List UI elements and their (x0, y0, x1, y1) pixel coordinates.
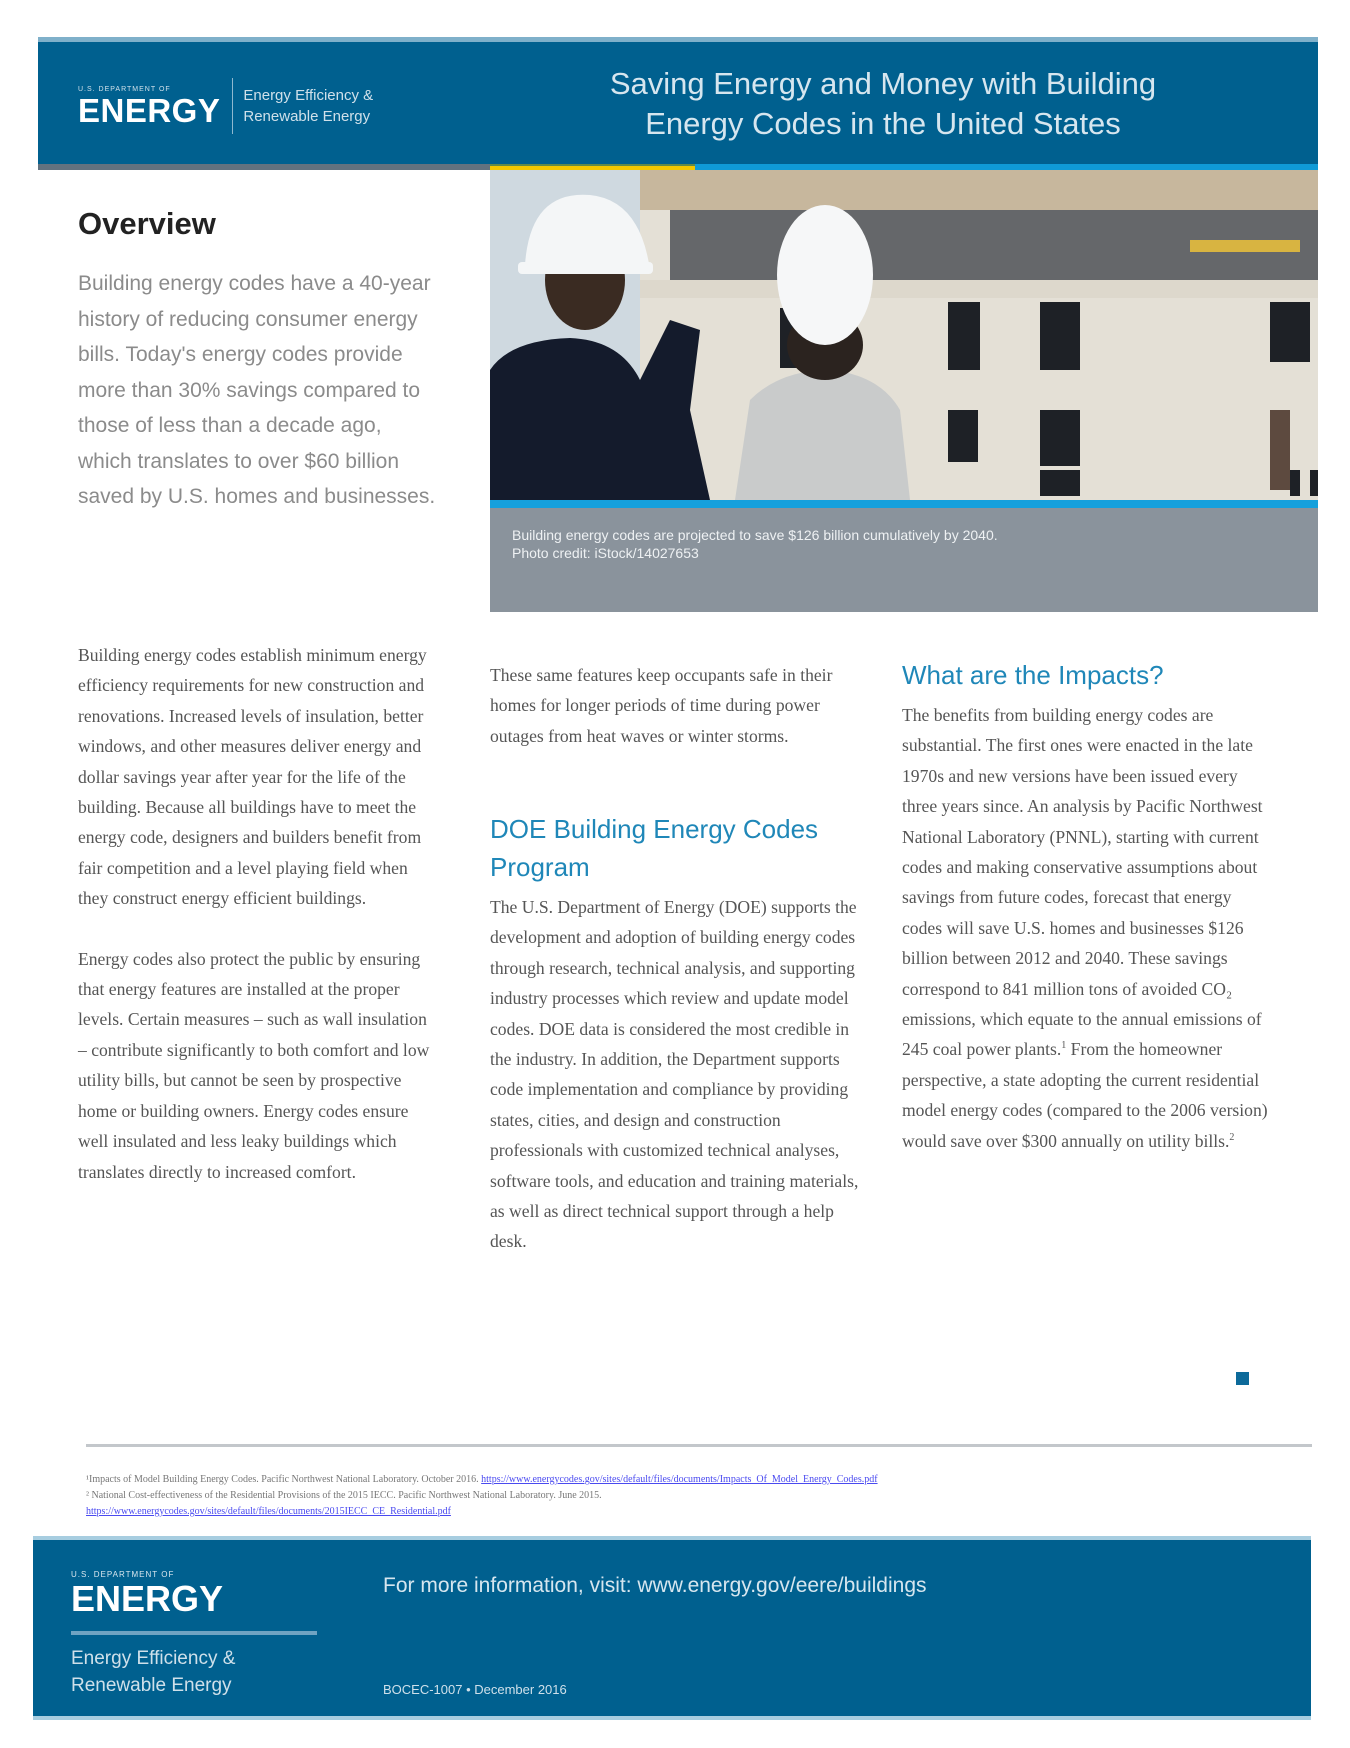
caption-text: Building energy codes are projected to save $126 billion cumulatively by 2040. (512, 527, 998, 543)
photo-credit: Photo credit: iStock/14027653 (512, 545, 699, 561)
footnote-ref-2[interactable]: 2 (1229, 1131, 1235, 1143)
footnote-divider (86, 1444, 1312, 1447)
hero-accent-bar (490, 500, 1318, 508)
hero-caption (490, 508, 1318, 612)
impacts-heading: What are the Impacts? (902, 660, 1164, 690)
column-3 (902, 700, 1272, 1186)
footer-logo-rule (71, 1631, 317, 1635)
end-of-article-square-icon (1236, 1372, 1249, 1385)
page-footer (33, 1536, 1311, 1720)
logo-energy-wordmark: ENERGY (78, 91, 221, 129)
logo-divider (232, 78, 233, 134)
page-header (38, 37, 1318, 168)
footnotes (86, 1472, 1316, 1520)
column3-paragraph: The benefits from building energy codes are substantial. The first ones were enacted in the late 1970s and new versions have been issued every three years since. An analysis by Pacific Northwest National Laboratory (PNNL), starting with current codes and making conservative assumptions about savings from future codes, forecast that energy codes will save U.S. homes and businesses $126 billion between 2012 and 2040. These savings correspond to 841 million tons of avoided CO₂ emissions, which equate to the annual emissions of 245 coal power plants.$^1$ From the homeowner perspective, a state adopting the current residential model energy codes (compared to the 2006 version) would save over $300 annually on utility bills.$^2$ (902, 705, 1268, 1151)
column1-paragraph1: Building energy codes establish minimum energy efficiency requirements for new construction and renovations. Increased levels of insulation, better windows, and other measures deliver energy and dollar savings year after year for the life of the building. Because all buildings have to meet the energy code, designers and builders benefit from fair competition and a level playing field when they construct energy efficient buildings. (78, 645, 427, 909)
footnote-1-link[interactable]: https://www.energycodes.gov/sites/default/files/documents/Impacts_Of_Model_Energy_Codes.pdf (481, 1474, 878, 1485)
page-title-line2: Energy Codes in the United States (645, 106, 1121, 141)
doe-program-heading: DOE Building Energy Codes Program (490, 814, 819, 882)
construction-engineers-image (490, 170, 1318, 500)
hero-photo (490, 170, 1318, 500)
page-title-line1: Saving Energy and Money with Building (609, 66, 1157, 101)
footer-office-line1: Energy Efficiency & (71, 1648, 236, 1669)
footer-document-id: BOCEC-1007 • December 2016 (383, 1682, 567, 1697)
footer-doe-logo (71, 1570, 317, 1699)
logo-office-line2: Renewable Energy (243, 108, 371, 125)
footer-more-info-link[interactable]: For more information, visit: www.energy.gov/eere/buildings (383, 1574, 927, 1597)
column2-paragraph2: The U.S. Department of Energy (DOE) supports the development and adoption of building energy codes through research, technical analysis, and supporting industry processes which review and update model codes. DOE data is considered the most credible in the industry. In addition, the Department supports code implementation and compliance by providing states, cities, and design and construction professionals with customized technical analyses, software tools, and education and training materials, as well as direct technical support through a help desk. (490, 897, 859, 1252)
footnote-1: ¹Impacts of Model Building Energy Codes. Pacific Northwest National Laboratory. October 2016. https://www.energycodes.gov/sites/default/files/documents/Impacts_Of_Model_Energy_Codes.pdf (86, 1474, 878, 1485)
column-1 (78, 640, 438, 1217)
footer-logo-energy: ENERGY (71, 1578, 224, 1619)
column1-paragraph2: Energy codes also protect the public by ensuring that energy features are installed at the proper levels. Certain measures – such as wall insulation – contribute significantly to both comfort and low utility bills, but cannot be seen by prospective home or building owners. Energy codes ensure well insulated and less leaky buildings which translates directly to increased comfort. (78, 948, 430, 1182)
page-title (508, 64, 1258, 144)
doe-logo (78, 76, 373, 136)
footnote-2: ² National Cost-effectiveness of the Residential Provisions of the 2015 IECC. Pacific Northwest National Laboratory. June 2015. (86, 1490, 602, 1501)
footnote-ref-1[interactable]: 1 (1061, 1040, 1067, 1052)
footer-logo-department: U.S. DEPARTMENT OF (71, 1570, 175, 1579)
overview-body: Building energy codes have a 40-year history of reducing consumer energy bills. Today's energy codes provide more than 30% savings compared to those of less than a decade ago, which translates to over $60 billion saved by U.S. homes and businesses. (78, 272, 436, 508)
footer-office-line2: Renewable Energy (71, 1675, 232, 1696)
logo-office-line1: Energy Efficiency & (243, 87, 374, 104)
logo-department: U.S. DEPARTMENT OF (78, 85, 171, 93)
overview-heading: Overview (78, 206, 216, 241)
footnote-2-link[interactable]: https://www.energycodes.gov/sites/default/files/documents/2015IECC_CE_Residential.pdf (86, 1506, 451, 1517)
column-2-intro (490, 660, 860, 781)
column2-paragraph1: These same features keep occupants safe in their homes for longer periods of time during power outages from heat waves or winter storms. (490, 665, 833, 746)
